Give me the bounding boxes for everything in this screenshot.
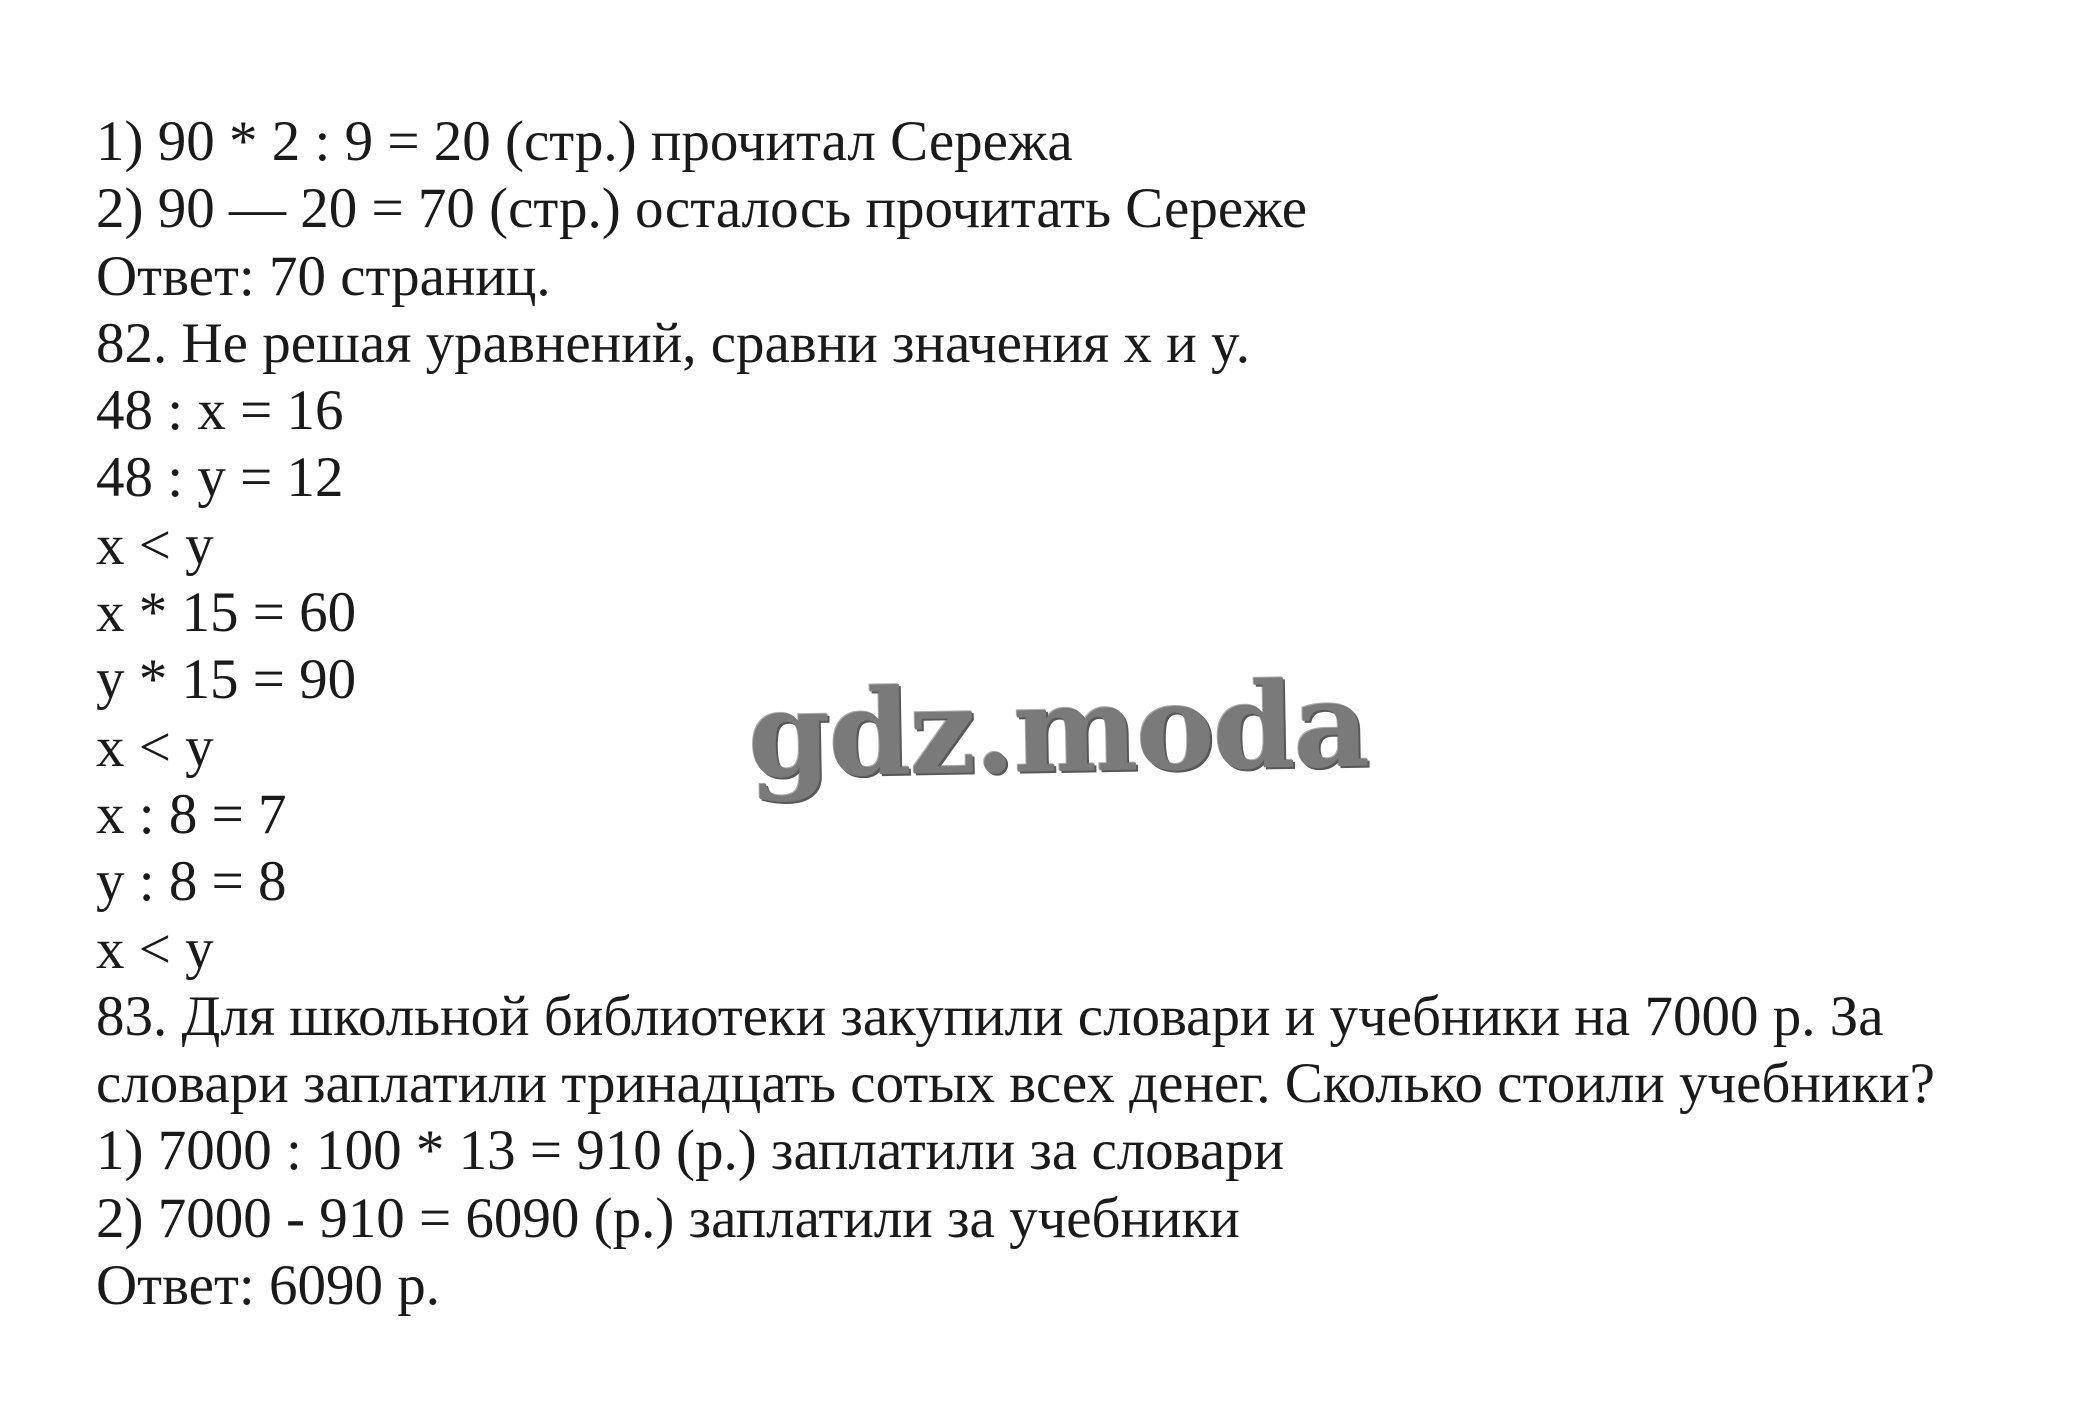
- watermark-logo: gdz.moda: [746, 654, 1369, 805]
- text-line: x : 8 = 7: [96, 782, 287, 846]
- text-line: x * 15 = 60: [96, 581, 357, 645]
- text-line: 48 : x = 16: [96, 379, 344, 443]
- text-line: y : 8 = 8: [96, 850, 287, 914]
- text-line: x < y: [96, 513, 214, 577]
- text-line: 2) 7000 - 910 = 6090 (р.) заплатили за учебники: [96, 1186, 1240, 1250]
- text-line: 1) 90 * 2 : 9 = 20 (стр.) прочитал Сережа: [96, 110, 1073, 173]
- text-line: 1) 7000 : 100 * 13 = 910 (р.) заплатили за словари: [96, 1119, 1285, 1183]
- text-line: x < y: [96, 715, 214, 779]
- text-line: 2) 90 — 20 = 70 (стр.) осталось прочитать Сереже: [96, 177, 1308, 241]
- answer-line: Ответ: 70 страниц.: [96, 244, 551, 308]
- answer-line: Ответ: 6090 р.: [96, 1254, 440, 1318]
- task-heading: 83. Для школьной библиотеки закупили словари и учебники на 7000 р. За: [96, 984, 1884, 1048]
- text-line: x < y: [96, 917, 214, 981]
- task-heading-continued: словари заплатили тринадцать сотых всех денег. Сколько стоили учебники?: [96, 1052, 1935, 1116]
- text-line: 48 : y = 12: [96, 446, 344, 510]
- task-heading: 82. Не решая уравнений, сравни значения x и y.: [96, 311, 1250, 375]
- text-line: y * 15 = 90: [96, 648, 357, 712]
